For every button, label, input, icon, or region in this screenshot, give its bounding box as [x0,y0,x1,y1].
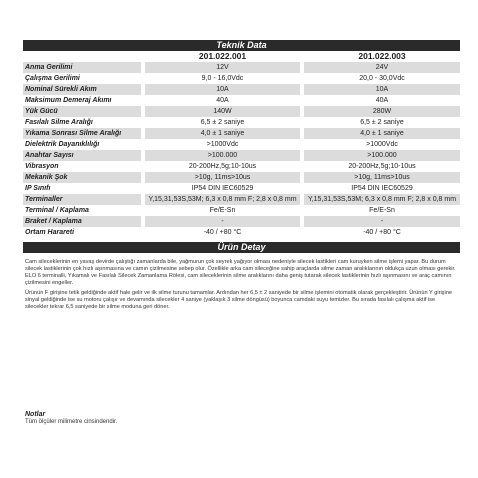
spec-value-b: 40A [304,95,460,106]
spec-label: Terminal / Kaplama [23,205,141,216]
spec-row [23,117,460,128]
spec-value-a: 6,5 ± 2 saniye [145,117,300,128]
notes-title: Notlar [25,411,46,418]
spec-value-b: >1000Vdc [304,139,460,150]
spec-row [23,84,460,95]
spec-value-b: >100.000 [304,150,460,161]
spec-value-b: 24V [304,62,460,73]
spec-label: Anma Gerilimi [23,62,141,73]
spec-label: Terminaller [23,194,141,205]
spec-value-a: 140W [145,106,300,117]
spec-value-a: -40 / +80 °C [145,227,300,238]
detail-section-header: Ürün Detay [23,242,460,253]
spec-value-b: 4,0 ± 1 saniye [304,128,460,139]
spec-value-a: Fe/E-Sn [145,205,300,216]
spec-label: Çalışma Gerilimi [23,73,141,84]
spec-value-b: 20,0 - 30,0Vdc [304,73,460,84]
spec-value-a: >10g, 11ms>10us [145,172,300,183]
datasheet [23,40,460,311]
spec-row [23,194,460,205]
spec-label: IP Sınıfı [23,183,141,194]
spec-label: Ortam Harareti [23,227,141,238]
spec-label: Yük Gücü [23,106,141,117]
spec-header-row [23,51,460,62]
spec-value-b: -40 / +80 °C [304,227,460,238]
detail-paragraph-2: Ürünün F girişine tetik geldiğinde aktif hale gelir ve ilk silme turunu tamamlar. Ardından her 6,5 ± 2 saniyede bir silme işlemini otomatik olarak gerçekleştirir. Ürünün Y girişine sinyal geldiğinde ise su motoru çalışır ve devamında silecekler 4 saniye (yaklaşık 3 silme döngüsü) boyunca camdaki suyu temizler. Bu sırada fasılalı çalışma aktif ise silecekler tekrar 6,5 saniyede bir silme moduna geri döner. [25,290,452,310]
spec-value-b: IP54 DIN IEC60529 [304,183,460,194]
spec-row [23,95,460,106]
spec-value-b: Y,15,31,53S,53M; 6,3 x 0,8 mm F; 2,8 x 0,8 mm [304,194,460,205]
spec-label: Braket / Kaplama [23,216,141,227]
spec-value-a: 12V [145,62,300,73]
spec-value-a: 9,0 - 16,0Vdc [145,73,300,84]
spec-row [23,150,460,161]
spec-value-b: 280W [304,106,460,117]
spec-value-b: >10g, 11ms>10us [304,172,460,183]
spec-label: Anahtar Sayısı [23,150,141,161]
spec-row [23,227,460,238]
spec-value-b: 10A [304,84,460,95]
spec-value-b: Fe/E-Sn [304,205,460,216]
spec-value-a: 10A [145,84,300,95]
model-b-header: 201.022.003 [304,51,460,62]
spec-label: Fasılalı Silme Aralığı [23,117,141,128]
spec-table [23,51,460,238]
spec-label: Mekanik Şok [23,172,141,183]
spec-value-a: 20-200Hz,5g;10-10us [145,161,300,172]
spec-row [23,106,460,117]
spec-row [23,161,460,172]
spec-value-a: IP54 DIN IEC60529 [145,183,300,194]
spec-value-a: 4,0 ± 1 saniye [145,128,300,139]
spec-row [23,205,460,216]
model-a-header: 201.022.001 [145,51,300,62]
spec-section-header: Teknik Data [23,40,460,51]
spec-row [23,172,460,183]
spec-value-a: Y,15,31,53S,53M; 6,3 x 0,8 mm F; 2,8 x 0,8 mm [145,194,300,205]
spec-row [23,139,460,150]
spec-label: Dielektrik Dayanıklılığı [23,139,141,150]
spec-row [23,128,460,139]
spec-value-a: 40A [145,95,300,106]
notes-text: Tüm ölçüler milimetre cinsindendir. [25,419,118,425]
spec-label: Nominal Sürekli Akım [23,84,141,95]
spec-value-b: - [304,216,460,227]
spec-value-a: >1000Vdc [145,139,300,150]
detail-paragraph-1: Cam sileceklerinin en yavaş devirde çalıştığı zamanlarda bile, yağmurun çok seyrek yağıyor olması nedeniyle silecek lastikleri cam kuruyken silme işlemi yapar. Bu durum silecek lastiklerinin çok hızlı aşınmasına ve camın çizilmesine sebep olur. Özellikle arka cam sileceğine sahip araçlarda silme zaman aralıklarının oldukça uzun olması gerekir. ELO 6 terminalli, Yıkamalı ve Fasılalı Silecek Zamanlama Rölesi, cam sileceklerinin silme aralıklarını daha geniş tutarak silecek lastiklerinin hızlı aşınmasını ve araç camının çizilmesini engeller. [25,259,456,286]
spec-row [23,73,460,84]
spec-row [23,183,460,194]
spec-value-b: 6,5 ± 2 saniye [304,117,460,128]
spec-row [23,62,460,73]
notes-block [25,411,117,425]
spec-value-a: >100.000 [145,150,300,161]
spec-label: Yıkama Sonrası Silme Aralığı [23,128,141,139]
spec-label: Maksimum Demeraj Akımı [23,95,141,106]
spec-label: Vibrasyon [23,161,141,172]
spec-row [23,216,460,227]
spec-value-a: - [145,216,300,227]
spec-value-b: 20-200Hz,5g;10-10us [304,161,460,172]
